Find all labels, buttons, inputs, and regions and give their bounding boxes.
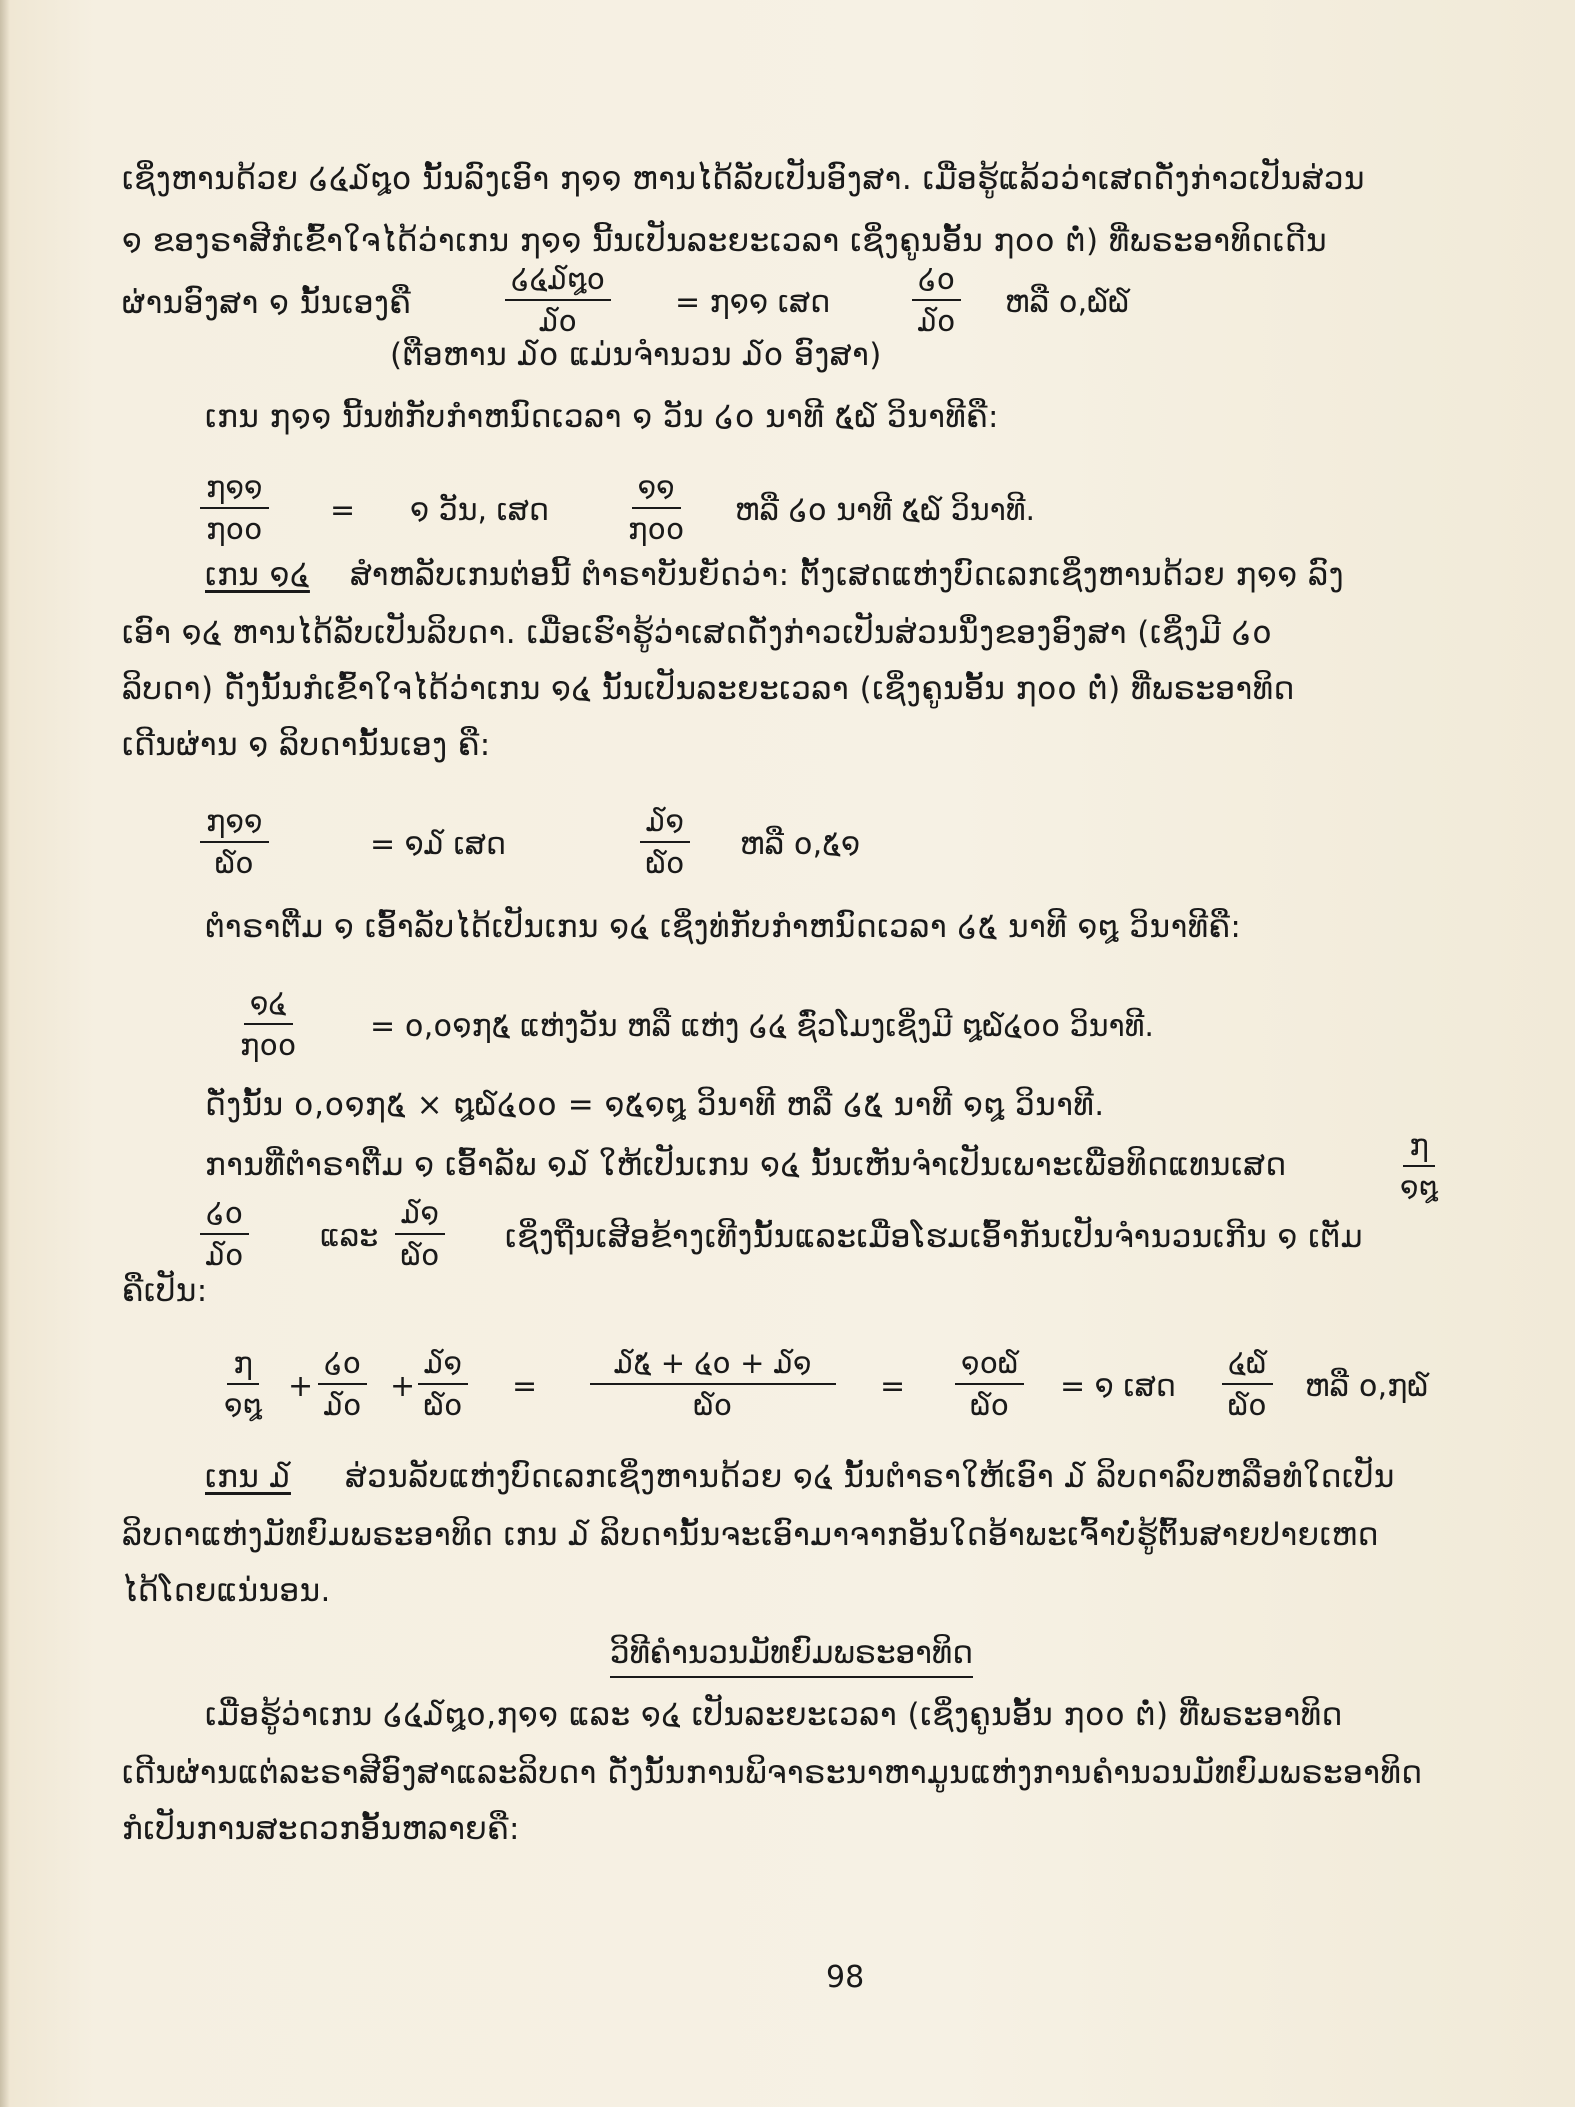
- fraction-numerator: ໒໔໓໘໐: [505, 262, 611, 301]
- equation-text: ຫລື ໐,໗໖: [1305, 1369, 1429, 1404]
- section-heading: ວິທີຄຳນວນມັທຍົມພຣະອາທິດ: [610, 1634, 973, 1678]
- equation-text: ແລະ: [320, 1219, 379, 1254]
- fraction: [224, 1346, 262, 1422]
- fraction: [418, 1346, 468, 1422]
- text-line: ເມື່ອຮູ້ວ່າເກນ ໒໔໓໘໐,໗໑໑ ແລະ ໑໔ ເປັນລະຍະເວລາ (ເຊິ່ງຄູນອັ້ນ ໗໐໐ ຕໍ່) ທີ່ພຣະອາທິດ: [205, 1697, 1343, 1733]
- scan-edge: [0, 0, 10, 2107]
- text-line: ຜ່ານອົງສາ ໑ ນັ້ນເອງຄື: [122, 285, 412, 321]
- fraction-numerator: ໔໖: [1222, 1346, 1273, 1385]
- fraction-denominator: ໓໐: [205, 1238, 244, 1272]
- equation-text: = ໑ ເສດ: [1060, 1369, 1176, 1404]
- equation-text: +: [390, 1369, 416, 1404]
- equation-text: ໑ ວັນ, ເສດ: [410, 493, 549, 528]
- fraction-denominator: ໖໐: [970, 1388, 1010, 1422]
- equation-text: = ໑໓ ເສດ: [370, 827, 506, 862]
- text-line: ສຳຫລັບເກນຕ່ອນີ້ ຕຳຣາບັນຍັດວ່າ: ຕັ້ງເສດແຫ່ງບົດເລກເຊິ່ງຫານດ້ວຍ ໗໑໑ ລົງ: [350, 557, 1345, 593]
- fraction: [640, 804, 690, 880]
- fraction-denominator: ໖໐: [214, 846, 254, 880]
- text-line: ຕຳຣາຕື່ມ ໑ ເອົ້າລັບໄດ້ເປັນເກນ ໑໔ ເຊິ່ງທ່ກັບກຳຫນົດເວລາ ໒໕ ນາທີ ໑໘ ວິນາທີຄື:: [205, 909, 1242, 945]
- fraction-denominator: ໖໐: [423, 1388, 463, 1422]
- fraction-denominator: ໖໐: [1227, 1388, 1267, 1422]
- text-line: ໄດ້ໂດຍແນ່ນອນ.: [122, 1573, 331, 1609]
- text-line: ຄືເປັນ:: [122, 1273, 208, 1309]
- equation-text: ຫລື ໐,໖໖: [1005, 285, 1130, 320]
- fraction-denominator: ໖໐: [693, 1388, 733, 1422]
- equation-text: = ໗໑໑ ເສດ: [675, 285, 831, 320]
- equation-text: =: [880, 1369, 906, 1404]
- fraction-numerator: ໓໑: [395, 1196, 445, 1235]
- fraction-denominator: ໓໐: [917, 304, 956, 338]
- fraction: [395, 1196, 445, 1272]
- text-line: ເກນ ໗໑໑ ນີ້ນທ່ກັບກຳຫນົດເວລາ ໑ ວັນ ໒໐ ນາທີ ໕໖ ວິນາທີຄື:: [205, 399, 999, 435]
- equation-text: ຫລື ໒໐ ນາທີ ໕໖ ວິນາທີ.: [735, 493, 1036, 528]
- fraction-numerator: ໒໐: [912, 262, 961, 301]
- fraction-denominator: ໗໐໐: [628, 512, 685, 546]
- text-line: ເຊິ່ງຫານດ້ວຍ ໒໔໓໘໐ ນັ້ນລົງເອົາ ໗໑໑ ຫານໄດ້ລັບເປັນອົງສາ. ເມື່ອຮູ້ແລ້ວວ່າເສດດັ່ງກ່າວເປັນສ່ວນ: [122, 161, 1365, 197]
- equation-text: =: [512, 1369, 538, 1404]
- equation-text: +: [288, 1369, 314, 1404]
- fraction: [240, 986, 296, 1062]
- fraction: [318, 1346, 367, 1422]
- fraction-numerator: ໓໕ + ໔໐ + ໓໑: [590, 1346, 836, 1385]
- text-line: ການທີ່ຕຳຣາຕື່ມ ໑ ເອົ້າລັພ ໑໓ ໃຫ້ເປັນເກນ ໑໔ ນັ້ນເຫັນຈຳເປັນເພາະເພື່ອທິດແທນເສດ: [205, 1147, 1287, 1183]
- fraction-numerator: ໑໔: [244, 986, 293, 1025]
- fraction-numerator: ໓໑: [418, 1346, 468, 1385]
- fraction: [955, 1346, 1024, 1422]
- fraction: [628, 470, 684, 546]
- text-line: ເຊິ່ງຖືນເສີອຂ້າງເທີງນັ້ນແລະເມື່ອໂຮມເອົ້າກັນເປັນຈຳນວນເກີນ ໑ ເຕັມ: [505, 1219, 1363, 1255]
- fraction: [912, 262, 961, 338]
- text-line: ສ່ວນລັບແຫ່ງບົດເລກເຊິ່ງຫານດ້ວຍ ໑໔ ນັ້ນຕຳຣາໃຫ້ເອົາ ໓ ລິບດາລົບຫລືອທໍໃດເປັນ: [345, 1459, 1395, 1495]
- fraction-numerator: ໗: [1403, 1128, 1434, 1167]
- fraction: [200, 804, 269, 880]
- text-line: ເດີນຜ່ານແຕ່ລະຣາສີອົງສາແລະລິບດາ ດັ່ງນັ້ນການພິຈາຣະນາຫາມູນແຫ່ງການຄຳນວນມັທຍົມພຣະອາທິດ: [122, 1755, 1423, 1791]
- text-line: ດັ່ງນັ້ນ ໐,໐໑໗໕ × ໘໖໔໐໐ = ໑໕໑໘ ວິນາທີ ຫລື ໒໕ ນາທີ ໑໘ ວິນາທີ.: [205, 1087, 1105, 1123]
- page-number: 98: [826, 1960, 865, 1995]
- fraction-numerator: ໓໑: [640, 804, 690, 843]
- fraction: [590, 1346, 836, 1422]
- text-line: (ຕືອຫານ ໓໐ ແມ່ນຈຳນວນ ໓໐ ອົງສາ): [390, 337, 882, 373]
- fraction-numerator: ໑໑: [632, 470, 681, 509]
- fraction-denominator: ໗໐໐: [240, 1028, 297, 1062]
- fraction-numerator: ໗: [227, 1346, 258, 1385]
- text-line: ໑ ຂອງຣາສີກໍເຂົ້າໃຈໄດ້ວ່າເກນ ໗໑໑ ນີ້ນເປັນລະຍະເວລາ ເຊິ່ງຄູນອັ້ນ ໗໐໐ ຕໍ່) ທີ່ພຣະອາທິດເດີນ: [122, 223, 1327, 259]
- fraction-numerator: ໗໑໑: [200, 470, 269, 509]
- fraction-denominator: ໑໘: [224, 1388, 263, 1422]
- fraction: [1222, 1346, 1273, 1422]
- fraction-denominator: ໓໐: [539, 304, 578, 338]
- equation-text: =: [330, 493, 356, 528]
- equation-text: = ໐,໐໑໗໕ ແຫ່ງວັນ ຫລື ແຫ່ງ ໒໔ ຊົ່ວໂມງເຊິ່ງມີ ໘໖໔໐໐ ວິນາທີ.: [370, 1009, 1154, 1044]
- text-line: ລິບດາແຫ່ງມັທຍົມພຣະອາທິດ ເກນ ໓ ລິບດານັ້ນຈະເອົາມາຈາກອັນໃດອ້າພະເຈົ້າບໍ່ຮູ້ຕົ້ນສາຍປາຍເຫດ: [122, 1517, 1379, 1553]
- fraction-numerator: ໑໐໖: [955, 1346, 1024, 1385]
- fraction-denominator: ໗໐໐: [206, 512, 263, 546]
- fraction-numerator: ໒໐: [200, 1196, 249, 1235]
- text-line: ລິບດາ) ດັ່ງນັ້ນກໍເຂົ້າໃຈໄດ້ວ່າເກນ ໑໔ ນັ້ນເປັນລະຍະເວລາ (ເຊິ່ງຄູນອັ້ນ ໗໐໐ ຕໍ່) ທີ່ພຣະອາທິດ: [122, 671, 1295, 707]
- fraction-numerator: ໗໑໑: [200, 804, 269, 843]
- fraction-denominator: ໖໐: [645, 846, 685, 880]
- text-line: ເດີນຜ່ານ ໑ ລິບດານັ້ນເອງ ຄື:: [122, 727, 491, 763]
- fraction: [200, 470, 269, 546]
- section-label: ເກນ ໑໔: [205, 557, 310, 593]
- fraction: [505, 262, 611, 338]
- equation-text: ຫລື ໐,໕໑: [740, 827, 861, 862]
- fraction-denominator: ໑໘: [1400, 1170, 1439, 1204]
- fraction: [1400, 1128, 1438, 1204]
- text-line: ກໍເປັນການສະດວກອັ້ນຫລາຍຄື:: [122, 1811, 520, 1847]
- fraction-numerator: ໒໐: [318, 1346, 367, 1385]
- text-line: ເອົາ ໑໔ ຫານໄດ້ລັບເປັນລິບດາ. ເມື່ອເຮົາຮູ້ວ່າເສດດັ່ງກ່າວເປັນສ່ວນນຶ່ງຂອງອົງສາ (ເຊິ່ງມີ ໒໐: [122, 615, 1273, 651]
- fraction-denominator: ໓໐: [323, 1388, 362, 1422]
- fraction-denominator: ໖໐: [400, 1238, 440, 1272]
- section-label: ເກນ ໓: [205, 1459, 291, 1495]
- fraction: [200, 1196, 249, 1272]
